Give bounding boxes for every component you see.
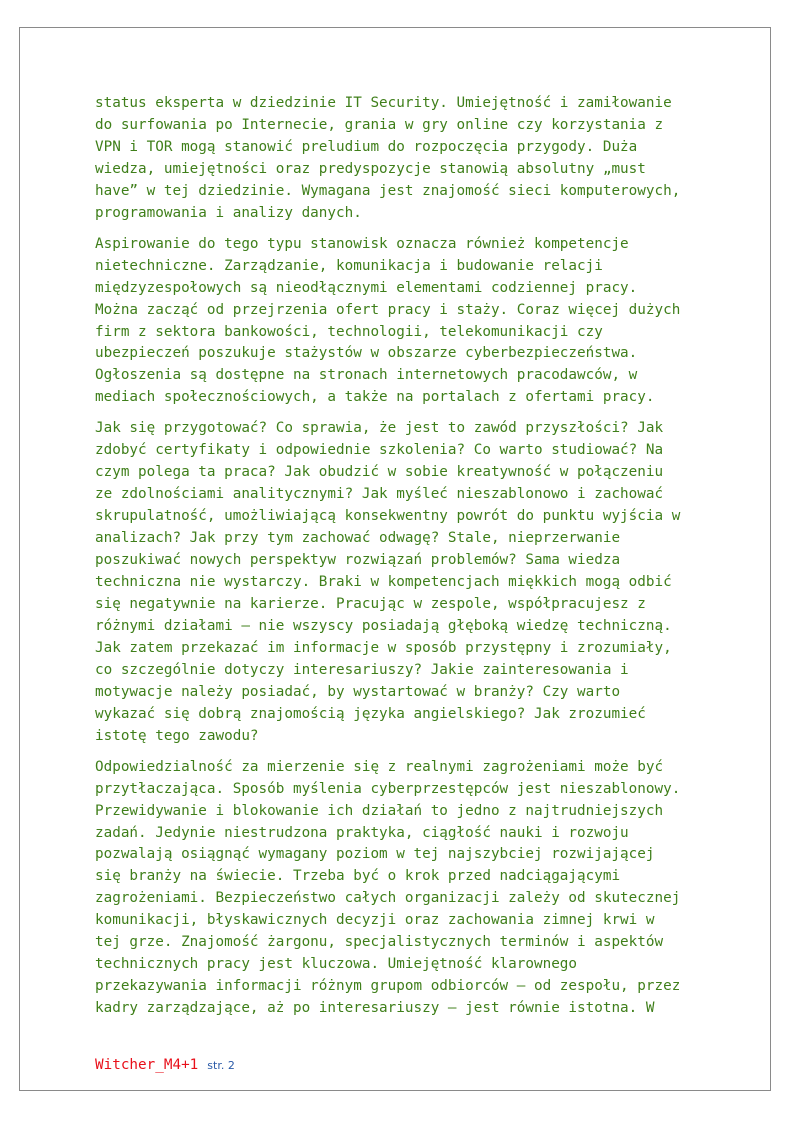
paragraph-4: Odpowiedzialność za mierzenie się z realnymi zagrożeniami może być przytłaczająca. Sposób myślenia cyberprzestępców jest nieszablonowy. Przewidywanie i blokowanie ich działań to jedno z najtrudniejszych zadań. Jedynie niestrudzona praktyka, ciągłość nauki i rozwoju pozwalają osiągnąć wymagany poziom w tej najszybciej rozwijającej się branży na świecie. Trzeba być o krok przed nadciągającymi zagrożeniami. Bezpieczeństwo całych organizacji zależy od skutecznej komunikacji, błyskawicznych decyzji oraz zachowania zimnej krwi w tej grze. Znajomość żargonu, specjalistycznych terminów i aspektów technicznych pracy jest kluczowa. Umiejętność klarownego przekazywania informacji różnym grupom odbiorców – od zespołu, przez kadry zarządzające, aż po interesariuszy – jest równie istotna. W bbox=[95, 758, 681, 1017]
paragraph-3: Jak się przygotować? Co sprawia, że jest to zawód przyszłości? Jak zdobyć certyfikaty i odpowiednie szkolenia? Co warto studiować? Na czym polega ta praca? Jak obudzić w sobie kreatywność w połączeniu ze zdolnościami analitycznymi? Jak myśleć nieszablonowo i zachować skrupulatność, umożliwiającą konsekwentny powrót do punktu wyjścia w analizach? Jak przy tym zachować odwagę? Stale, nieprzerwanie poszukiwać nowych perspektyw rozwiązań problemów? Sama wiedza techniczna nie wystarczy. Braki w kompetencjach miękkich mogą odbić się negatywnie na karierze. Pracując w zespole, współpracujesz z różnymi działami – nie wszyscy posiadają głęboką wiedzę techniczną. Jak zatem przekazać im informacje w sposób przystępny i zrozumiały, co szczególnie dotyczy interesariuszy? Jakie zainteresowania i motywacje należy posiadać, by wystartować w branży? Czy warto wykazać się dobrą znajomością języka angielskiego? Jak zrozumieć istotę tego zawodu? bbox=[95, 420, 681, 744]
page-footer bbox=[95, 1057, 235, 1073]
page-number: str. 2 bbox=[207, 1059, 235, 1072]
paragraph-1: status eksperta w dziedzinie IT Security. Umiejętność i zamiłowanie do surfowania po Internecie, grania w gry online czy korzystania z VPN i TOR mogą stanowić preludium do rozpoczęcia przygody. Duża wiedza, umiejętności oraz predyspozycje stanowią absolutny „must have” w tej dziedzinie. Wymagana jest znajomość sieci komputerowych, programowania i analizy danych. bbox=[95, 95, 681, 221]
document-name: Witcher_M4+1 bbox=[95, 1057, 199, 1073]
document-body bbox=[95, 93, 705, 1029]
paragraph-2: Aspirowanie do tego typu stanowisk oznacza również kompetencje nietechniczne. Zarządzanie, komunikacja i budowanie relacji międzyzespołowych są nieodłącznymi elementami codziennej pracy. Można zacząć od przejrzenia ofert pracy i staży. Coraz więcej dużych firm z sektora bankowości, technologii, telekomunikacji czy ubezpieczeń poszukuje stażystów w obszarze cyberbezpieczeństwa. Ogłoszenia są dostępne na stronach internetowych pracodawców, w mediach społecznościowych, a także na portalach z ofertami pracy. bbox=[95, 235, 681, 406]
